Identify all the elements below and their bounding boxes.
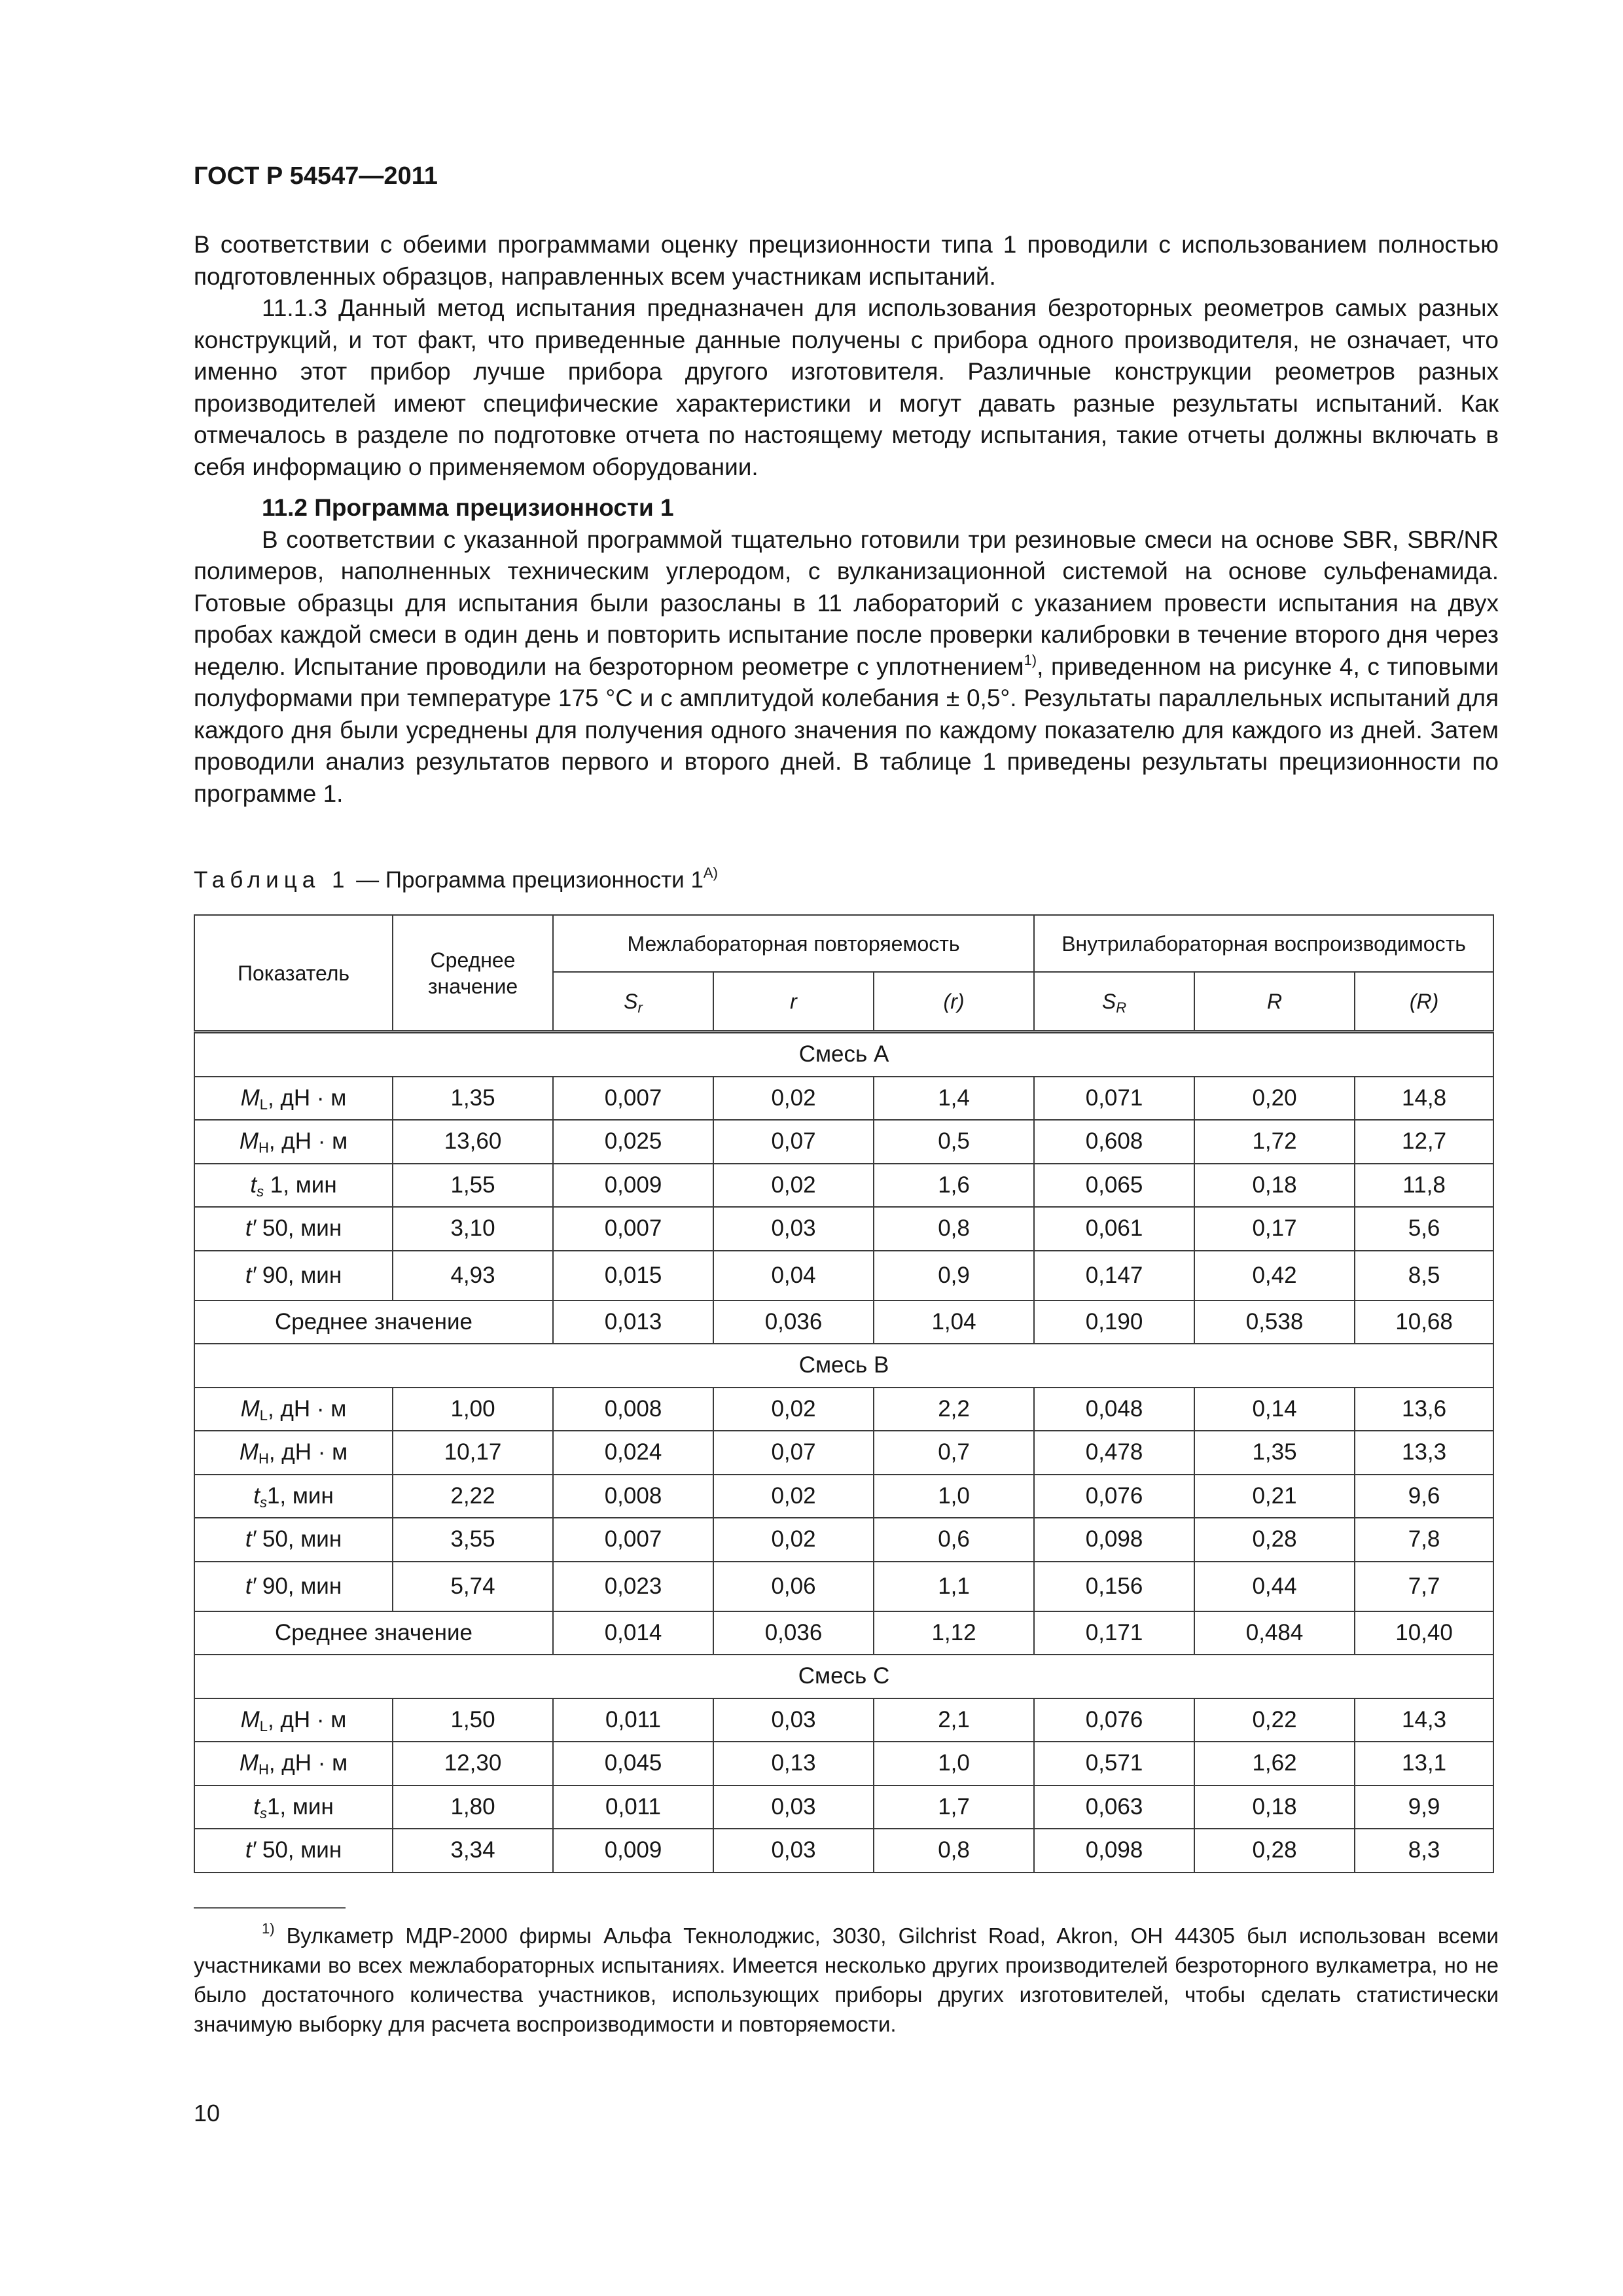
table-cell: 0,02 [713, 1518, 874, 1562]
table-cell: 12,7 [1355, 1120, 1493, 1164]
table-row [194, 1077, 1493, 1121]
table-cell: 8,3 [1355, 1829, 1493, 1873]
indicator-subscript: s [259, 1804, 267, 1821]
indicator-symbol: M [239, 1750, 259, 1776]
table-cell: 0,071 [1034, 1077, 1194, 1121]
section-title: 11.2 Программа прецизионности 1 [262, 494, 674, 521]
table-cell: 1,6 [874, 1164, 1034, 1208]
table-row [194, 1518, 1493, 1562]
table-cell: 13,1 [1355, 1742, 1493, 1785]
header-mean: Среднее значение [393, 915, 553, 1032]
table-cell: 0,03 [713, 1698, 874, 1742]
table-row [194, 1742, 1493, 1785]
table-cell: 0,03 [713, 1785, 874, 1829]
average-row [194, 1300, 1493, 1344]
table-cell: 0,8 [874, 1829, 1034, 1873]
table-cell: 14,3 [1355, 1698, 1493, 1742]
table-cell: 0,18 [1194, 1785, 1355, 1829]
intro-section [194, 229, 1499, 483]
table-row [194, 1698, 1493, 1742]
table-cell: 0,03 [713, 1829, 874, 1873]
table-cell: 0,190 [1034, 1300, 1194, 1344]
indicator-unit: 90, мин [256, 1262, 342, 1288]
table-cell: 0,023 [553, 1562, 713, 1611]
table-cell: 0,18 [1194, 1164, 1355, 1208]
table-cell: 7,7 [1355, 1562, 1493, 1611]
mix-title-row [194, 1032, 1493, 1077]
section-text-part-1: В соответствии с указанной программой тщательно готовили три резиновые смеси на основе SBR, SBR/NR полимеров, наполненных техническим углеродом, с вулканизационной системой на основе сульфенамида. Готовые образцы для испытания были разосланы в 11 лабораторий с указанием провести испытания на двух пробах каждой смеси в один день и повторить испытание после проверки калибровки в течение второго дня через неделю. Испытание проводили на безроторном реометре с уплотнением [194, 526, 1499, 680]
header-sr [553, 972, 713, 1032]
table-cell: 1,35 [393, 1077, 553, 1121]
table-cell: 0,478 [1034, 1431, 1194, 1475]
table-cell: 0,17 [1194, 1207, 1355, 1251]
header-inter-repeatability: Межлабораторная повторяемость [553, 915, 1034, 972]
table-cell: 1,12 [874, 1611, 1034, 1655]
table-cell: 1,4 [874, 1077, 1034, 1121]
table-cell: 0,065 [1034, 1164, 1194, 1208]
header-sR-subscript: R [1116, 999, 1127, 1016]
table-caption [194, 867, 718, 893]
table-row [194, 1829, 1493, 1873]
table-cell: 0,063 [1034, 1785, 1194, 1829]
indicator-unit: , дН · м [268, 1439, 348, 1465]
header-R [1194, 972, 1355, 1032]
table-cell: 5,6 [1355, 1207, 1493, 1251]
precision-table [194, 914, 1494, 1873]
page-number: 10 [194, 2100, 221, 2126]
indicator-symbol: t′ [245, 1215, 257, 1242]
table-cell: 0,007 [553, 1207, 713, 1251]
indicator-unit: , дН · м [268, 1395, 347, 1422]
table-cell: 0,571 [1034, 1742, 1194, 1785]
mix-title: Смесь В [194, 1344, 1493, 1388]
table-cell: 0,02 [713, 1077, 874, 1121]
intro-paragraph: В соответствии с обеими программами оценку прецизионности типа 1 проводили с использованием полностью подготовленных образцов, направленных всем участникам испытаний. [194, 231, 1499, 290]
table-cell: 0,007 [553, 1518, 713, 1562]
table-cell: 0,076 [1034, 1698, 1194, 1742]
indicator-unit: 50, мин [256, 1215, 342, 1242]
table-cell: 0,008 [553, 1388, 713, 1431]
indicator-subscript: H [258, 1761, 269, 1778]
table-cell: 0,036 [713, 1611, 874, 1655]
indicator-symbol: t′ [245, 1262, 257, 1288]
row-indicator [194, 1251, 393, 1300]
table-cell: 0,014 [553, 1611, 713, 1655]
table-cell: 0,484 [1194, 1611, 1355, 1655]
header-r-symbol: r [790, 990, 797, 1013]
table-row [194, 1562, 1493, 1611]
header-sr-subscript: r [637, 999, 643, 1016]
mix-title: Смесь С [194, 1655, 1493, 1698]
header-sr-symbol: S [624, 990, 638, 1013]
table-cell: 0,008 [553, 1475, 713, 1518]
row-indicator [194, 1120, 393, 1164]
indicator-symbol: M [240, 1395, 260, 1422]
table-cell: 9,9 [1355, 1785, 1493, 1829]
indicator-unit: , дН · м [268, 1706, 347, 1732]
table-cell: 0,07 [713, 1120, 874, 1164]
table-row [194, 1120, 1493, 1164]
table-cell: 3,55 [393, 1518, 553, 1562]
row-indicator [194, 1207, 393, 1251]
table-cell: 8,5 [1355, 1251, 1493, 1300]
table-cell: 0,015 [553, 1251, 713, 1300]
table-cell: 0,076 [1034, 1475, 1194, 1518]
table-cell: 0,7 [874, 1431, 1034, 1475]
table-cell: 0,07 [713, 1431, 874, 1475]
header-intra-reproducibility: Внутрилабораторная воспроизводимость [1034, 915, 1493, 972]
clause-11-1-3-paragraph: 11.1.3 Данный метод испытания предназначен для использования безроторных реометров самых разных конструкций, и тот факт, что приведенные данные получены с прибора одного производителя, не означает, что именно этот прибор лучше прибора другого изготовителя. Различные конструкции реометров разных производителей имеют специфические характеристики и могут давать разные результаты испытаний. Как отмечалось в разделе по подготовке отчета по настоящему методу испытания, такие отчеты должны включать в себя информацию о применяемом оборудовании. [194, 295, 1499, 480]
indicator-symbol: t′ [245, 1573, 257, 1599]
table-cell: 0,009 [553, 1829, 713, 1873]
indicator-symbol: t [253, 1793, 260, 1820]
table-cell: 0,608 [1034, 1120, 1194, 1164]
table-cell: 3,10 [393, 1207, 553, 1251]
table-cell: 13,3 [1355, 1431, 1493, 1475]
table-cell: 1,72 [1194, 1120, 1355, 1164]
row-indicator [194, 1475, 393, 1518]
header-sR-symbol: S [1101, 990, 1116, 1013]
footnote-reference: 1) [1024, 651, 1037, 668]
table-cell: 10,40 [1355, 1611, 1493, 1655]
table-cell: 5,74 [393, 1562, 553, 1611]
section-paragraph [194, 524, 1499, 810]
indicator-subscript: s [259, 1494, 267, 1511]
table-cell: 0,011 [553, 1785, 713, 1829]
table-cell: 0,024 [553, 1431, 713, 1475]
table-cell: 0,6 [874, 1518, 1034, 1562]
indicator-symbol: t′ [245, 1837, 257, 1863]
table-cell: 0,21 [1194, 1475, 1355, 1518]
table-cell: 1,62 [1194, 1742, 1355, 1785]
indicator-symbol: M [239, 1128, 259, 1155]
table-cell: 0,007 [553, 1077, 713, 1121]
table-cell: 0,02 [713, 1164, 874, 1208]
indicator-unit: 90, мин [256, 1573, 342, 1599]
table-cell: 0,009 [553, 1164, 713, 1208]
table-cell: 0,156 [1034, 1562, 1194, 1611]
table-row [194, 1207, 1493, 1251]
indicator-symbol: M [240, 1085, 260, 1111]
table-cell: 12,30 [393, 1742, 553, 1785]
indicator-symbol: M [239, 1439, 259, 1465]
table-cell: 0,06 [713, 1562, 874, 1611]
average-row [194, 1611, 1493, 1655]
indicator-unit: , дН · м [268, 1128, 348, 1155]
indicator-subscript: H [258, 1139, 269, 1157]
table-cell: 0,147 [1034, 1251, 1194, 1300]
table-cell: 1,7 [874, 1785, 1034, 1829]
table-cell: 9,6 [1355, 1475, 1493, 1518]
average-label: Среднее значение [194, 1300, 553, 1344]
indicator-symbol: t [253, 1482, 260, 1509]
table-cell: 0,03 [713, 1207, 874, 1251]
table-cell: 10,68 [1355, 1300, 1493, 1344]
table-cell: 3,34 [393, 1829, 553, 1873]
table-row [194, 1251, 1493, 1300]
table-cell: 0,036 [713, 1300, 874, 1344]
section-text-part-2: , приведенном на рисунке 4, с типовыми полуформами при температуре 175 °С и с амплитудой колебания ± 0,5°. Результаты параллельных испытаний для каждого дня были усреднены для получения одного значения по каждому показателю для каждого из дней. Затем проводили анализ результатов первого и второго дней. В таблице 1 приведены результаты прецизионности по программе 1. [194, 653, 1499, 807]
indicator-unit: 1, мин [264, 1172, 337, 1198]
table-cell: 0,44 [1194, 1562, 1355, 1611]
table-cell: 1,1 [874, 1562, 1034, 1611]
table-cell: 1,00 [393, 1388, 553, 1431]
table-cell: 0,5 [874, 1120, 1034, 1164]
table-cell: 0,20 [1194, 1077, 1355, 1121]
table-cell: 1,0 [874, 1475, 1034, 1518]
header-R-percent [1355, 972, 1493, 1032]
indicator-unit: 50, мин [256, 1837, 342, 1863]
table-row [194, 1388, 1493, 1431]
table-cell: 2,2 [874, 1388, 1034, 1431]
indicator-subscript: L [259, 1096, 268, 1113]
footnote [194, 1921, 1499, 2039]
table-cell: 1,55 [393, 1164, 553, 1208]
footnote-mark: 1) [262, 1920, 275, 1937]
table-body [194, 1032, 1493, 1873]
indicator-symbol: t [250, 1172, 257, 1198]
table-row [194, 1475, 1493, 1518]
table-cell: 4,93 [393, 1251, 553, 1300]
table-cell: 0,02 [713, 1388, 874, 1431]
table-cell: 0,098 [1034, 1829, 1194, 1873]
header-r-percent [874, 972, 1034, 1032]
table-caption-note: А) [703, 865, 718, 881]
table-cell: 2,1 [874, 1698, 1034, 1742]
table-cell: 0,098 [1034, 1518, 1194, 1562]
indicator-unit: , дН · м [268, 1750, 348, 1776]
table-caption-text: — Программа прецизионности 1 [349, 867, 704, 893]
row-indicator [194, 1077, 393, 1121]
row-indicator [194, 1164, 393, 1208]
table-cell: 0,011 [553, 1698, 713, 1742]
indicator-symbol: M [240, 1706, 260, 1732]
average-label: Среднее значение [194, 1611, 553, 1655]
indicator-unit: , дН · м [268, 1085, 347, 1111]
header-R-symbol: R [1266, 990, 1283, 1013]
table-cell: 0,13 [713, 1742, 874, 1785]
table-cell: 1,50 [393, 1698, 553, 1742]
table-cell: 0,42 [1194, 1251, 1355, 1300]
table-cell: 2,22 [393, 1475, 553, 1518]
section-11-2 [194, 492, 1499, 810]
table-cell: 0,22 [1194, 1698, 1355, 1742]
table-cell: 0,04 [713, 1251, 874, 1300]
row-indicator [194, 1431, 393, 1475]
table-cell: 1,35 [1194, 1431, 1355, 1475]
table-caption-prefix: Таблица 1 [194, 867, 350, 893]
table-cell: 0,28 [1194, 1518, 1355, 1562]
table-cell: 0,025 [553, 1120, 713, 1164]
indicator-unit: 1, мин [266, 1793, 334, 1820]
table-cell: 0,013 [553, 1300, 713, 1344]
table-cell: 0,14 [1194, 1388, 1355, 1431]
indicator-subscript: L [259, 1717, 268, 1734]
row-indicator [194, 1785, 393, 1829]
indicator-subscript: H [258, 1450, 269, 1467]
mix-title-row [194, 1344, 1493, 1388]
table-cell: 0,045 [553, 1742, 713, 1785]
table-cell: 0,28 [1194, 1829, 1355, 1873]
table-cell: 13,60 [393, 1120, 553, 1164]
header-indicator: Показатель [194, 915, 393, 1032]
table-cell: 1,0 [874, 1742, 1034, 1785]
table-cell: 1,80 [393, 1785, 553, 1829]
table-cell: 0,048 [1034, 1388, 1194, 1431]
row-indicator [194, 1829, 393, 1873]
table-cell: 10,17 [393, 1431, 553, 1475]
table-cell: 0,9 [874, 1251, 1034, 1300]
table-cell: 0,8 [874, 1207, 1034, 1251]
table-cell: 0,061 [1034, 1207, 1194, 1251]
footnote-divider [194, 1907, 346, 1909]
row-indicator [194, 1388, 393, 1431]
table-cell: 11,8 [1355, 1164, 1493, 1208]
mix-title-row [194, 1655, 1493, 1698]
document-header: ГОСТ Р 54547—2011 [194, 162, 438, 190]
row-indicator [194, 1562, 393, 1611]
indicator-symbol: t′ [245, 1526, 257, 1552]
table-cell: 7,8 [1355, 1518, 1493, 1562]
table-cell: 0,171 [1034, 1611, 1194, 1655]
header-r [713, 972, 874, 1032]
footnote-text: Вулкаметр МДР-2000 фирмы Альфа Текнолоджис, 3030, Gilchrist Road, Akron, OH 44305 был использован всеми участниками во всех межлабораторных испытаниях. Имеется несколько других производителей безроторного вулкаметра, но не было достаточного количества участников, использующих приборы других изготовителей, чтобы сделать статистически значимую выборку для расчета воспроизводимости и повторяемости. [194, 1924, 1499, 2036]
header-sR [1034, 972, 1194, 1032]
header-r-percent-symbol: (r) [943, 990, 965, 1013]
indicator-unit: 50, мин [256, 1526, 342, 1552]
table-cell: 14,8 [1355, 1077, 1493, 1121]
header-R-percent-symbol: (R) [1409, 990, 1439, 1013]
indicator-subscript: s [257, 1183, 264, 1200]
table-cell: 0,538 [1194, 1300, 1355, 1344]
row-indicator [194, 1518, 393, 1562]
row-indicator [194, 1742, 393, 1785]
table-cell: 0,02 [713, 1475, 874, 1518]
table-cell: 13,6 [1355, 1388, 1493, 1431]
indicator-subscript: L [259, 1407, 268, 1424]
mix-title: Смесь А [194, 1032, 1493, 1077]
table-row [194, 1431, 1493, 1475]
table-cell: 1,04 [874, 1300, 1034, 1344]
row-indicator [194, 1698, 393, 1742]
table-row [194, 1785, 1493, 1829]
table-row [194, 1164, 1493, 1208]
indicator-unit: 1, мин [266, 1482, 334, 1509]
